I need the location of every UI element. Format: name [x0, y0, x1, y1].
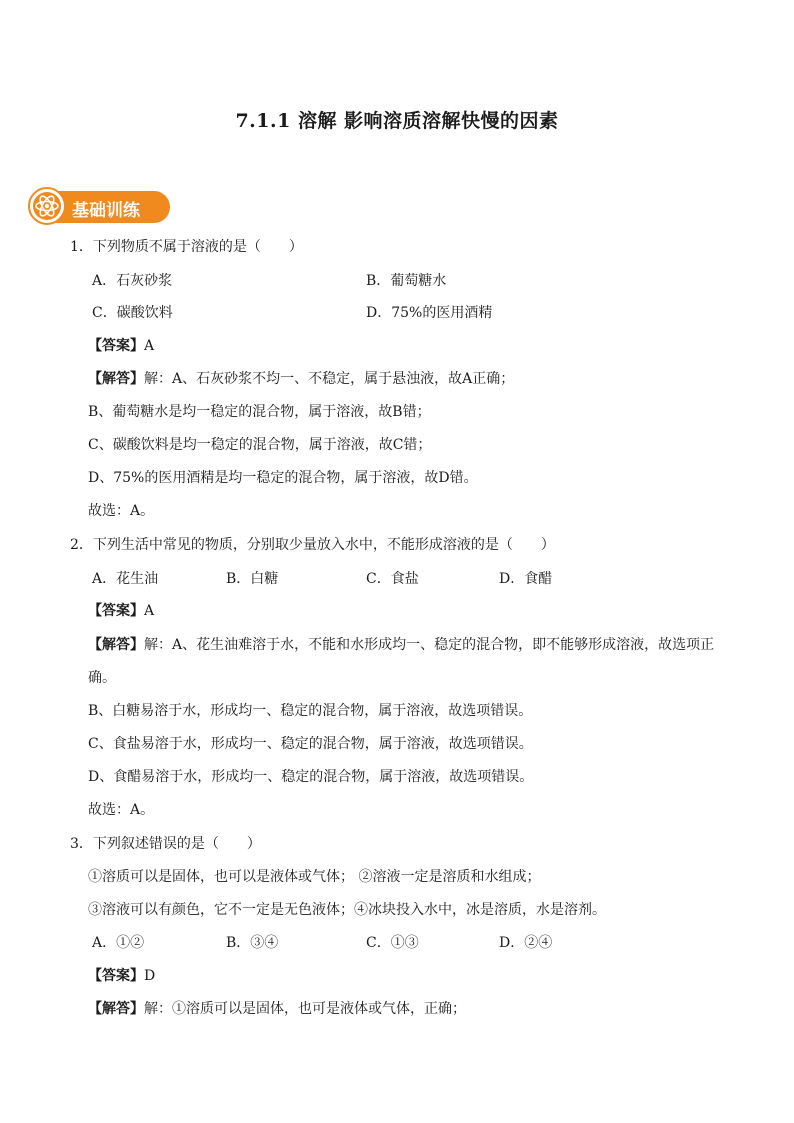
answer-tag: 【答案】 — [88, 603, 144, 619]
answer-tag: 【答案】 — [88, 968, 144, 984]
q1-analysis-line-2: B、葡萄糖水是均一稳定的混合物，属于溶液，故B错； — [88, 404, 431, 420]
q2-analysis-line-1 — [88, 636, 714, 654]
q1-analysis-line-1 — [88, 370, 514, 388]
q3-statement-1: ①溶质可以是固体，也可以是液体或气体； ②溶液一定是溶质和水组成； — [88, 869, 541, 885]
q2-option-d: D．食醋 — [499, 571, 553, 587]
q3-analysis-line-1 — [88, 1000, 466, 1018]
q2-option-b: B．白糖 — [226, 571, 279, 587]
q1-analysis-line-5: 故选：A。 — [88, 503, 155, 519]
atom-icon — [32, 191, 62, 221]
q3-stem: 3．下列叙述错误的是（ ） — [70, 836, 261, 852]
q1-answer — [88, 337, 154, 355]
q3-statement-2: ③溶液可以有颜色，它不一定是无色液体；④冰块投入水中，冰是溶质，水是溶剂。 — [88, 902, 606, 918]
q1-option-d: D．75%的医用酒精 — [366, 305, 493, 321]
answer-value: A — [144, 338, 155, 354]
q2-analysis-line-3: B、白糖易溶于水，形成均一、稳定的混合物，属于溶液，故选项错误。 — [88, 703, 533, 719]
section-banner — [28, 187, 170, 227]
q1-stem: 1．下列物质不属于溶液的是（ ） — [70, 239, 303, 255]
q2-analysis-line-2: 确。 — [88, 670, 116, 686]
q2-stem: 2．下列生活中常见的物质，分别取少量放入水中，不能形成溶液的是（ ） — [70, 537, 555, 553]
q2-analysis-line-6: 故选：A。 — [88, 802, 155, 818]
analysis-tag: 【解答】 — [88, 371, 144, 387]
analysis-text: 解：A、石灰砂浆不均一、不稳定，属于悬浊液，故A正确； — [144, 371, 515, 387]
analysis-tag: 【解答】 — [88, 1001, 144, 1017]
q1-analysis-line-3: C、碳酸饮料是均一稳定的混合物，属于溶液，故C错； — [88, 437, 432, 453]
q2-answer — [88, 602, 154, 620]
q3-option-d: D．②④ — [499, 935, 553, 951]
section-label: 基础训练 — [72, 201, 140, 221]
analysis-text: 解：①溶质可以是固体，也可是液体或气体，正确； — [144, 1001, 466, 1017]
q2-option-a: A．花生油 — [92, 571, 159, 587]
q1-analysis-line-4: D、75%的医用酒精是均一稳定的混合物，属于溶液，故D错。 — [88, 470, 478, 486]
page-title: 7.1.1 溶解 影响溶质溶解快慢的因素 — [235, 110, 559, 132]
q3-option-c: C．①③ — [366, 935, 419, 951]
q2-analysis-line-5: D、食醋易溶于水，形成均一、稳定的混合物，属于溶液，故选项错误。 — [88, 769, 534, 785]
analysis-text: 解：A、花生油难溶于水，不能和水形成均一、稳定的混合物，即不能够形成溶液，故选项正 — [144, 637, 715, 653]
q1-option-a: A．石灰砂浆 — [92, 273, 173, 289]
q2-option-c: C．食盐 — [366, 571, 419, 587]
q3-answer — [88, 967, 155, 985]
analysis-tag: 【解答】 — [88, 637, 144, 653]
q3-option-a: A．①② — [92, 935, 145, 951]
q1-option-b: B．葡萄糖水 — [366, 273, 447, 289]
q2-analysis-line-4: C、食盐易溶于水，形成均一、稳定的混合物，属于溶液，故选项错误。 — [88, 736, 533, 752]
q3-option-b: B．③④ — [226, 935, 279, 951]
answer-value: D — [144, 968, 156, 984]
answer-value: A — [144, 603, 155, 619]
q1-option-c: C．碳酸饮料 — [92, 305, 173, 321]
answer-tag: 【答案】 — [88, 338, 144, 354]
